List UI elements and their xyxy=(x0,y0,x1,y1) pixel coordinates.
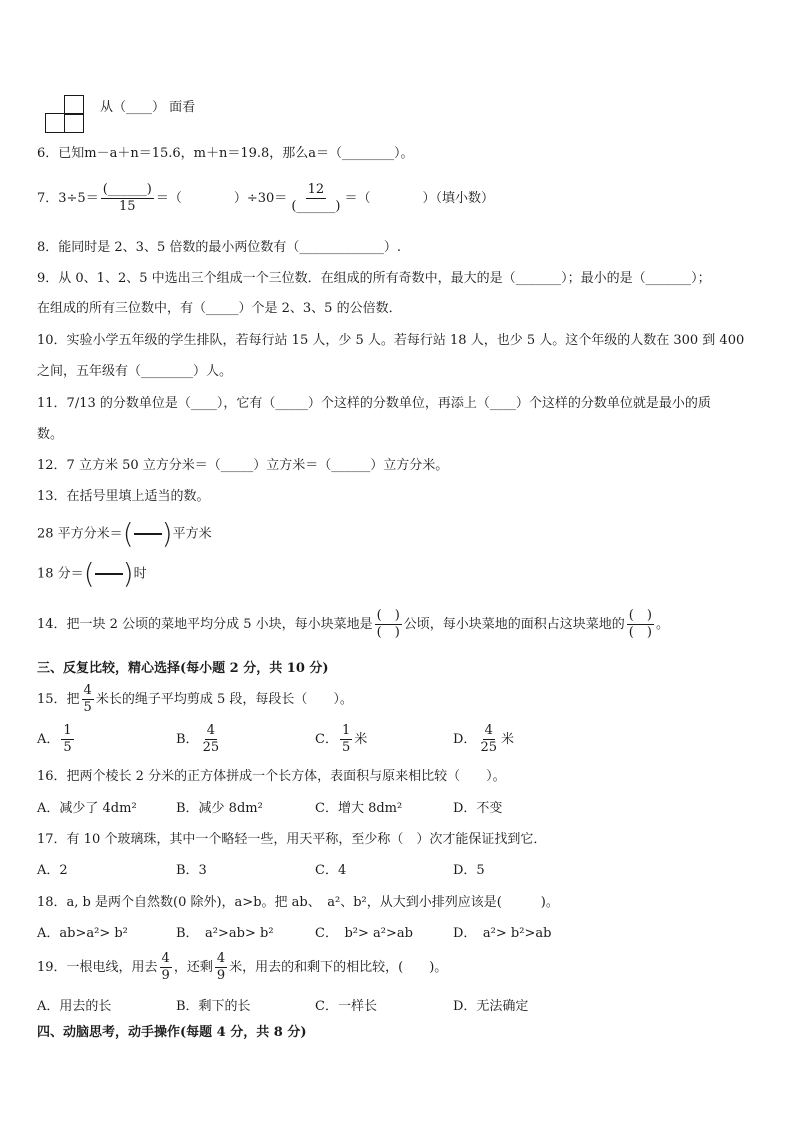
q13-a-suffix: 平方米 xyxy=(172,526,212,542)
q19-line xyxy=(37,950,447,986)
q7-line xyxy=(37,180,494,218)
q18-option-c[interactable]: C． b²> a²>ab xyxy=(315,926,413,941)
q13-b-paren-left: ( xyxy=(83,557,95,590)
option-num: 1 xyxy=(63,723,72,738)
q18-text: 18．a, b 是两个自然数(0 除外)，a>b。把 ab、 a²、b²，从大到小排列应该是( )。 xyxy=(37,895,559,910)
q7-mid: ＝（ ）÷30＝ xyxy=(155,191,288,206)
q12-text: 12．7 立方米 50 立方分米＝（_____）立方米＝（______）立方分米。 xyxy=(37,458,449,473)
q13-text: 13．在括号里填上适当的数。 xyxy=(37,489,210,504)
q19-den1: 9 xyxy=(161,968,170,983)
q19-mid: ，还剩 xyxy=(173,960,213,975)
q14-suffix: 。 xyxy=(655,617,669,632)
q17-option-c[interactable]: C．4 xyxy=(315,863,347,878)
q19-suffix: 米，用去的和剩下的相比较，( )。 xyxy=(229,960,448,975)
q19-fraction-2 xyxy=(215,951,227,984)
q19-prefix: 19．一根电线，用去 xyxy=(37,960,158,975)
option-unit: 米 xyxy=(500,732,514,747)
q19-option-c[interactable]: C．一样长 xyxy=(315,999,377,1014)
q17-option-d[interactable]: D．5 xyxy=(453,863,485,878)
q7-den1: 15 xyxy=(119,199,136,214)
q15-prefix: 15．把 xyxy=(37,692,80,707)
q15-option-a[interactable] xyxy=(37,722,76,758)
option-label: A． xyxy=(37,732,60,747)
q13-b-fraction-bar xyxy=(95,573,123,575)
q7-suffix: ＝（ ）（填小数） xyxy=(344,191,494,206)
cube-square-bottom-left xyxy=(45,113,65,133)
q13-b-suffix: 时 xyxy=(133,566,147,582)
option-fraction xyxy=(201,723,222,756)
cube-square-bottom-right xyxy=(64,113,84,133)
q16-option-a[interactable]: A．减少了 4dm² xyxy=(37,801,137,816)
q13-b-prefix: 18 分＝ xyxy=(37,566,84,582)
q14-num1: ( ) xyxy=(376,608,400,623)
option-den: 5 xyxy=(63,740,72,755)
q11-line1: 11．7/13 的分数单位是（____），它有（_____）个这样的分数单位，再添上（____）个这样的分数单位就是最小的质 xyxy=(37,396,711,411)
q18-option-a[interactable]: A．ab>a²> b² xyxy=(37,926,128,941)
q19-option-b[interactable]: B．剩下的长 xyxy=(176,999,251,1014)
section-3-title: 三、反复比较，精心选择(每小题 2 分，共 10 分) xyxy=(37,661,329,676)
q14-prefix: 14．把一块 2 公顷的菜地平均分成 5 小块，每小块菜地是 xyxy=(37,617,373,632)
option-fraction xyxy=(340,723,352,756)
q15-line xyxy=(37,682,353,718)
option-den: 5 xyxy=(341,740,351,755)
q9-line2: 在组成的所有三位数中，有（_____）个是 2、3、5 的公倍数． xyxy=(37,301,402,316)
q13-part-b xyxy=(37,557,147,590)
q13-b-paren-right: ) xyxy=(122,557,134,590)
q7-num2: 12 xyxy=(307,182,325,197)
q13-a-prefix: 28 平方分米＝ xyxy=(37,526,123,542)
q7-num1: (______) xyxy=(102,182,152,197)
q6-text: 6．已知m－a＋n＝15.6，m＋n＝19.8，那么a＝（________）。 xyxy=(37,146,414,161)
option-num: 4 xyxy=(484,723,493,738)
q5-text: 从（____） 面看 xyxy=(100,100,196,115)
q14-line xyxy=(37,605,669,645)
q16-text: 16．把两个棱长 2 分米的正方体拼成一个长方体，表面积与原来相比较（ ）。 xyxy=(37,769,506,784)
option-label: D． xyxy=(453,732,477,747)
q7-prefix: 7．3÷5＝ xyxy=(37,191,99,206)
q19-num1: 4 xyxy=(161,951,170,966)
q15-fraction xyxy=(82,683,94,716)
option-label: B． xyxy=(176,732,199,747)
q15-num: 4 xyxy=(83,683,92,698)
q17-option-a[interactable]: A．2 xyxy=(37,863,68,878)
q17-option-b[interactable]: B．3 xyxy=(176,863,207,878)
option-num: 1 xyxy=(341,723,351,738)
option-fraction xyxy=(61,723,73,756)
q15-den: 5 xyxy=(83,700,92,715)
q15-option-c[interactable] xyxy=(315,722,367,758)
q14-num2: ( ) xyxy=(628,608,652,623)
q18-option-d[interactable]: D． a²> b²>ab xyxy=(453,926,552,941)
q19-den2: 9 xyxy=(216,968,226,983)
q7-fraction-1 xyxy=(101,182,154,215)
q19-option-d[interactable]: D．无法确定 xyxy=(453,999,529,1014)
q7-fraction-2 xyxy=(289,182,342,215)
option-unit: 米 xyxy=(354,732,368,747)
q10-line2: 之间，五年级有（________）人。 xyxy=(37,364,233,379)
q7-den2: (______) xyxy=(291,199,341,214)
q13-a-paren-left: ( xyxy=(122,517,134,550)
q14-den1: ( ) xyxy=(376,625,400,640)
q8-text: 8．能同时是 2、3、5 倍数的最小两位数有（_____________）. xyxy=(37,240,401,255)
q16-option-b[interactable]: B．减少 8dm² xyxy=(176,801,263,816)
q14-mid: 公顷，每小块菜地的面积占这块菜地的 xyxy=(403,617,625,632)
q19-num2: 4 xyxy=(216,951,226,966)
q15-option-b[interactable] xyxy=(176,722,223,758)
option-den: 25 xyxy=(480,740,497,755)
q17-text: 17．有 10 个玻璃珠，其中一个略轻一些，用天平称，至少称（ ）次才能保证找到它． xyxy=(37,832,547,847)
q15-suffix: 米长的绳子平均剪成 5 段，每段长（ ）。 xyxy=(95,692,353,707)
q13-a-paren-right: ) xyxy=(161,517,173,550)
q16-option-c[interactable]: C．增大 8dm² xyxy=(315,801,403,816)
q13-a-fraction-bar xyxy=(134,533,162,535)
option-fraction xyxy=(478,723,499,756)
cube-square-top xyxy=(64,95,84,115)
q14-fraction-2 xyxy=(627,608,654,641)
q18-option-b[interactable]: B． a²>ab> b² xyxy=(176,926,274,941)
q14-fraction-1 xyxy=(375,608,402,641)
q19-fraction-1 xyxy=(160,951,172,984)
section-4-title: 四、动脑思考，动手操作(每题 4 分，共 8 分) xyxy=(37,1025,307,1040)
option-num: 4 xyxy=(206,723,215,738)
q16-option-d[interactable]: D．不变 xyxy=(453,801,503,816)
q13-part-a xyxy=(37,517,212,550)
q15-option-d[interactable] xyxy=(453,722,514,758)
q11-line2: 数。 xyxy=(37,427,64,442)
option-den: 25 xyxy=(202,740,220,755)
option-label: C． xyxy=(315,732,338,747)
q9-line1: 9．从 0、1、2、5 中选出三个组成一个三位数．在组成的所有奇数中，最大的是（_______）；最小的是（_______）； xyxy=(37,271,711,286)
q19-option-a[interactable]: A．用去的长 xyxy=(37,999,112,1014)
q14-den2: ( ) xyxy=(628,625,652,640)
q10-line1: 10．实验小学五年级的学生排队，若每行站 15 人，少 5 人。若每行站 18 人，也少 5 人。这个年级的人数在 300 到 400 xyxy=(37,333,745,348)
